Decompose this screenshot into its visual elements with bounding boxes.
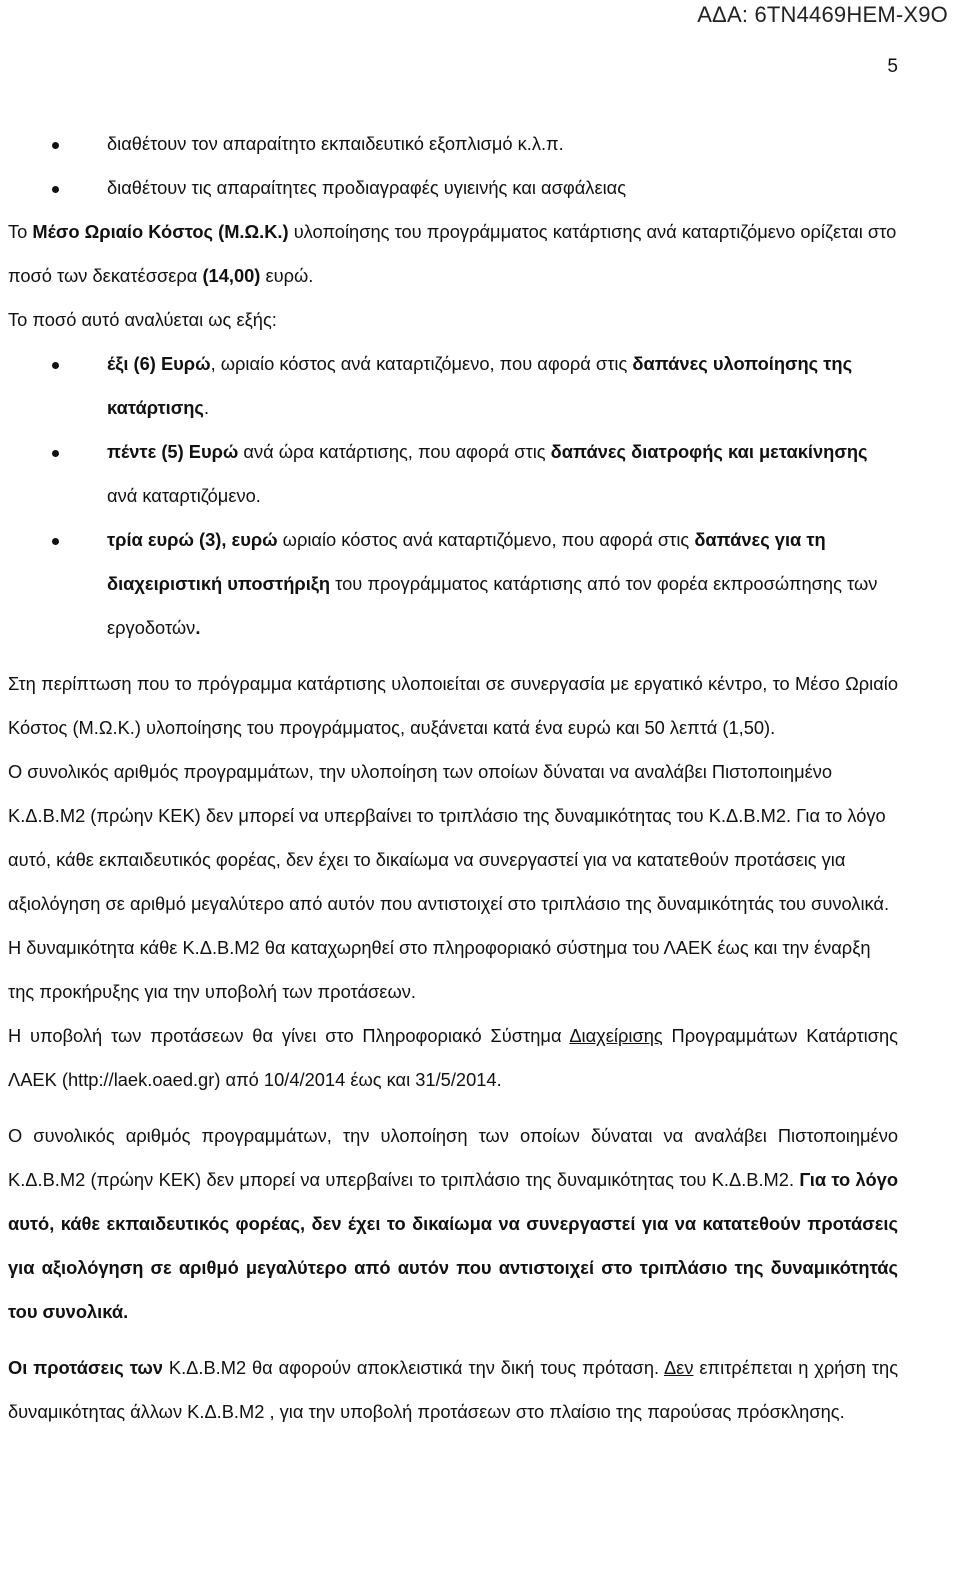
document-body <box>8 122 898 1434</box>
capacity-paragraph: Η δυναμικότητα κάθε Κ.Δ.Β.Μ2 θα καταχωρηθεί στο πληροφοριακό σύστημα του ΛΑΕΚ έως και την έναρξη της προκήρυξης για την υποβολή των προτάσεων. <box>8 937 871 1002</box>
program-limit-paragraph: Ο συνολικός αριθμός προγραμμάτων, την υλοποίηση των οποίων δύναται να αναλάβει Πιστοποιημένο Κ.Δ.Β.Μ2 (πρώην ΚΕΚ) δεν μπορεί να υπερβαίνει το τριπλάσιο της δυναμικότητας του Κ.Δ.Β.Μ2. Για το λόγο αυτό, κάθε εκπαιδευτικός φορέας, δεν έχει το δικαίωμα να συνεργαστεί για να κατατεθούν προτάσεις για αξιολόγηση σε αριθμό μεγαλύτερο από αυτόν που αντιστοιχεί στο τριπλάσιο της δυναμικότητάς του συνολικά. <box>8 761 890 914</box>
bullet-icon <box>52 450 59 457</box>
submission-paragraph: Η υποβολή των προτάσεων θα γίνει στο Πληροφοριακό Σύστημα Διαχείρισης Προγραμμάτων Κατάρτισης ΛΑΕΚ (http://laek.oaed.gr) από 10/4/2014 έως και 31/5/2014. <box>8 1025 898 1090</box>
own-proposals-paragraph: Οι προτάσεις των Κ.Δ.Β.Μ2 θα αφορούν αποκλειστικά την δική τους πρόταση. Δεν επιτρέπεται η χρήση της δυναμικότητας άλλων Κ.Δ.Β.Μ2 , για την υποβολή προτάσεων στο πλαίσιο της παρούσας πρόσκλησης. <box>8 1357 899 1422</box>
list-item: πέντε (5) Ευρώ ανά ώρα κατάρτισης, που αφορά στις δαπάνες διατροφής και μετακίνησης ανά καταρτιζόμενο. <box>8 430 898 518</box>
labor-center-paragraph: Στη περίπτωση που το πρόγραμμα κατάρτισης υλοποιείται σε συνεργασία με εργατικό κέντρο, το Μέσο Ωριαίο Κόστος (Μ.Ω.Κ.) υλοποίησης του προγράμματος, αυξάνεται κατά ένα ευρώ και 50 λεπτά (1,50). <box>8 673 898 738</box>
breakdown-intro: Το ποσό αυτό αναλύεται ως εξής: <box>8 309 277 330</box>
list-item: διαθέτουν τον απαραίτητο εκπαιδευτικό εξοπλισμό κ.λ.π. <box>8 122 898 166</box>
bullet-icon <box>52 362 59 369</box>
document-code: ΑΔΑ: 6ΤΝ4469ΗΕΜ-Χ9Ο <box>697 2 948 27</box>
list-item: έξι (6) Ευρώ, ωριαίο κόστος ανά καταρτιζόμενο, που αφορά στις δαπάνες υλοποίησης της κατάρτισης. <box>8 342 898 430</box>
bullet-icon <box>52 538 59 545</box>
bullet-icon <box>52 186 59 193</box>
bullet-icon <box>52 142 59 149</box>
list-item: διαθέτουν τις απαραίτητες προδιαγραφές υγιεινής και ασφάλειας <box>8 166 898 210</box>
laek-link[interactable]: http://laek.oaed.gr <box>67 1069 215 1090</box>
program-limit-paragraph-2: Ο συνολικός αριθμός προγραμμάτων, την υλοποίηση των οποίων δύναται να αναλάβει Πιστοποιημένο Κ.Δ.Β.Μ2 (πρώην ΚΕΚ) δεν μπορεί να υπερβαίνει το τριπλάσιο της δυναμικότητας του Κ.Δ.Β.Μ2. Για το λόγο αυτό, κάθε εκπαιδευτικός φορέας, δεν έχει το δικαίωμα να συνεργαστεί για να κατατεθούν προτάσεις για αξιολόγηση σε αριθμό μεγαλύτερο από αυτόν που αντιστοιχεί στο τριπλάσιο της δυναμικότητάς του συνολικά. <box>8 1125 898 1322</box>
list-item: τρία ευρώ (3), ευρώ ωριαίο κόστος ανά καταρτιζόμενο, που αφορά στις δαπάνες για τη διαχειριστική υποστήριξη του προγράμματος κατάρτισης από τον φορέα εκπροσώπησης των εργοδοτών. <box>8 518 898 650</box>
page-number: 5 <box>887 56 898 77</box>
cost-paragraph: Το Μέσο Ωριαίο Κόστος (Μ.Ω.Κ.) υλοποίησης του προγράμματος κατάρτισης ανά καταρτιζόμενο ορίζεται στο ποσό των δεκατέσσερα (14,00) ευρώ. <box>8 221 897 286</box>
